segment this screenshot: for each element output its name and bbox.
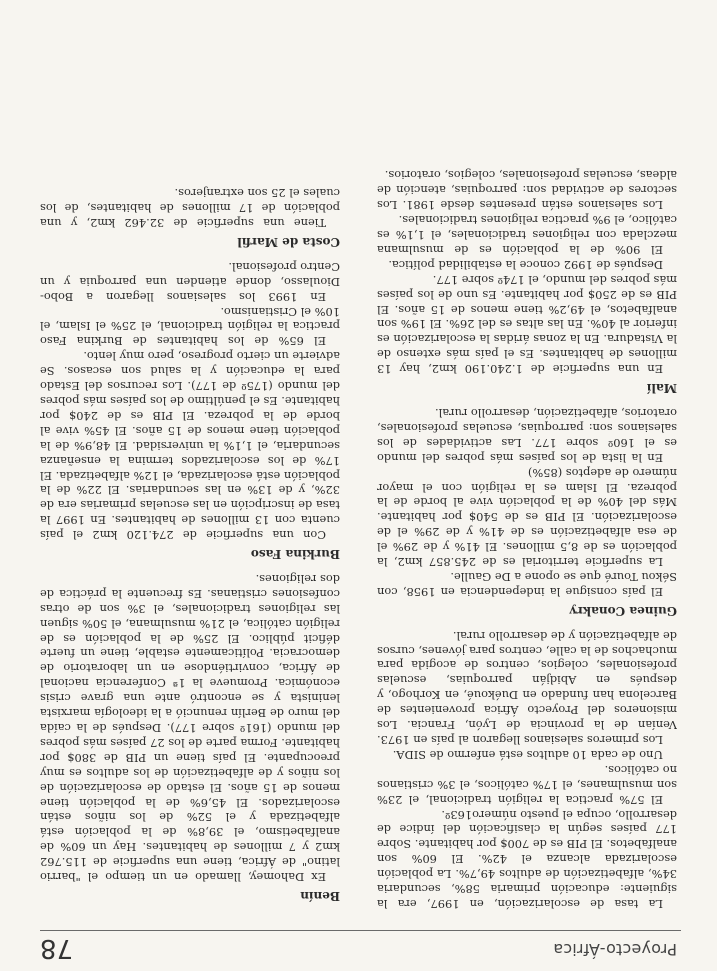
paragraph: El 57% practica la religión tradicional, el 23% son musulmanes, el 17% católicos, el 3% cristianos no católicos. bbox=[377, 762, 677, 807]
paragraph: En 1993 los salesianos llegaron a Bobo-Dioulasso, donde atienden una parroquia y un Centro profesional. bbox=[40, 259, 340, 304]
section-title-burkina-faso: Burkina Faso bbox=[250, 547, 340, 562]
paragraph: El 65% de los habitantes de Burkina Faso practica la religión tradicional, el 25% el Islam, el 10% el Cristianismo. bbox=[40, 304, 340, 349]
left-column bbox=[377, 30, 677, 911]
paragraph: Con una superficie de 274.120 km2 el país cuenta con 13 millones de habitantes. En 1997 la tasa de inscripción en las escuelas primarias era de 32%, y de 13% en las secundarias. El 22% de la población está escolarizada, el 12% alfabetizada. El 17% de los escolarizados termina la enseñanza secundaria, el 1,1% la universidad. El 48,9% de la población tiene menos de 15 años. El 45% vive al borde de la pobreza. El PIB es de 240$ por habitante. Es el penúltimo de los países más pobres del mundo (175º de 177). Los recursos del Estado para la educación y la salud son escasos. Se advierte un cierto progreso, pero muy lento. bbox=[40, 349, 340, 543]
page-number: 78 bbox=[40, 933, 74, 963]
paragraph: La superficie territorial es de 245.857 km2, la población es de 8,5 millones. El 41% y de 29% el de esa alfabetización es de 41% y de 29% el de escolarización. El PIB es de 540$ por habitante. Más del 40% de la población vive al borde de la pobreza. El Islam es la religión con el mayor número de adeptos (85%) bbox=[377, 465, 677, 570]
running-header-title: Proyecto-África bbox=[553, 940, 677, 959]
paragraph: En la lista de los países más pobres del mundo es el 160º sobre 177. Las actividades de los salesianos son: parroquias, escuelas profesionales, oratorios, alfabetización, desarrollo rural. bbox=[377, 406, 677, 465]
header-rule bbox=[40, 930, 681, 931]
paragraph: El país consigue la independencia en 1958, con Sékou Touré que se opone a De Gaulle. bbox=[377, 569, 677, 599]
paragraph: En una superficie de 1.240.190 km2, hay 13 millones de habitantes. Es el país más extenso de la Vistadura. En la zonas áridas la escolarización es inferior al 40%. En las altas es del 26%. El 19% son analfabetos, el 49,2% tiene menos de 15 años. El PIB es de 250$ por habitante. Es uno de los países más pobres del mundo, el 174º sobre 177. bbox=[377, 272, 677, 377]
paragraph: Los salesianos están presentes desde 1981. Los sectores de actividad son: parroquias, atención de aldeas, escuelas profesionales, colegios, oratorios. bbox=[377, 168, 677, 213]
paragraph: Después de 1992 conoce la estabilidad política. bbox=[388, 257, 663, 272]
section-title-mali: Malí bbox=[646, 381, 677, 396]
paragraph: La tasa de escolarización, en 1997, era la siguiente: educación primaria 58%, secundaria 34%, alfabetización de adultos 49,7%. La población escolarizada alcanza el 42%. El 60% son analfabetos. El PIB es de 700$ por habitante. Sobre 177 países según la clasificación del índice de desarrollo, ocupa el puesto número163º. bbox=[377, 807, 677, 911]
section-title-guinea: Guinea Conakry bbox=[569, 603, 677, 618]
paragraph: Tiene una superficie de 32.462 km2, y una población de 17 millones de habitantes, de los cuales el 25 son extranjeros. bbox=[40, 186, 340, 231]
paragraph: El 90% de la población es de musulmana mezclada con religiones tradicionales, el 1,1% es católico, el 9% practica religiones tradicionales. bbox=[377, 213, 677, 257]
paragraph: Los primeros salesianos llegaron al país en 1973. Venían de la provincia de Lyón, Francia. Los misioneros del Proyecto África provenientes de Barcelona han fundado en Duékoué, en Korhogo, y después en Abidján parroquias, escuelas profesionales, colegios, centros de acogida para muchachos de la calle, centros para jóvenes, cursos de alfabetización y de desarrollo rural. bbox=[377, 628, 677, 748]
section-title-benin: Benín bbox=[300, 889, 340, 903]
section-title-costa-de-marfil: Costa de Marfil bbox=[237, 234, 340, 249]
paragraph: Uno de cada 10 adultos está enfermo de SIDA. bbox=[392, 747, 663, 762]
right-column bbox=[40, 30, 340, 911]
paragraph: Ex Dahomey, llamado en un tiempo el "barrio latino" de África, tiene una superficie de 115.762 km2 y 7 millones de habitantes. Hay un 60% de analfabetismo, el 39,8% de la población está alfabetizada y el 52% de los niños están escolarizados. El 45,6% de la población tiene menos de 15 años. El estado de escolarización de los niños y de alfabetización de los adultos es muy preocupante. El país tiene un PIB de 380$ por habitante. Forma parte de los 27 países más pobres del mundo (161º sobre 177). Después de la caída del muro de Berlín renunció a la ideología marxista leninista y se encontró ante una grave crisis económica. Promueve la 1ª Conferencia nacional de África, convirtiéndose en un laboratorio de democracia. Políticamente estable, tiene un fuerte déficit público. El 25% de la población es de religión católica, el 21% musulmana, el 50% siguen las religiones tradicionales, el 3% son de otras confesiones cristianas. Es frecuente la práctica de dos religiones. bbox=[40, 571, 340, 885]
